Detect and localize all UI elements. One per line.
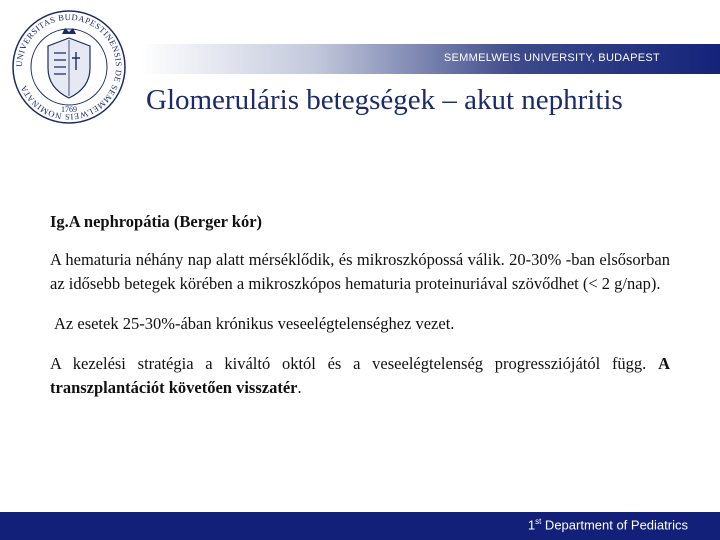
slide-content: [50, 210, 670, 416]
department-label: [528, 517, 688, 532]
university-seal: [10, 8, 128, 126]
paragraph-3-bold: A transzplantációt követően visszatér: [50, 354, 670, 397]
paragraph-3: [50, 352, 670, 400]
paragraph-1: A hematuria néhány nap alatt mérséklődik, és mikroszkópossá válik. 20-30% -ban elsősorban az idősebb betegek körében a mikroszkópos hematuria proteinuriával szövődhet (< 2 g/nap).: [50, 250, 670, 293]
seal-text: UNIVERSITAS BUDAPESTINENSIS DE SEMMELWEIS NOMINATA: [13, 11, 125, 123]
paragraph-3-text: A kezelési stratégia a kiváltó októl és a veseelégtelenség progressziójától függ.: [50, 354, 659, 373]
dept-sup: st: [535, 517, 542, 526]
university-name: SEMMELWEIS UNIVERSITY, BUDAPEST: [443, 52, 660, 64]
dept-num: 1: [527, 517, 536, 533]
footer-bar: [0, 512, 720, 540]
paragraph-2: Az esetek 25-30%-ában krónikus veseelégtelenséghez vezet.: [54, 314, 455, 333]
header-bar: [140, 44, 720, 74]
seal-year: 1769: [61, 105, 77, 114]
content-subtitle: Ig.A nephropátia (Berger kór): [50, 212, 263, 231]
slide-title: Glomeruláris betegségek – akut nephritis: [146, 84, 623, 116]
paragraph-3-end: .: [297, 378, 302, 397]
dept-rest: Department of Pediatrics: [541, 517, 688, 533]
